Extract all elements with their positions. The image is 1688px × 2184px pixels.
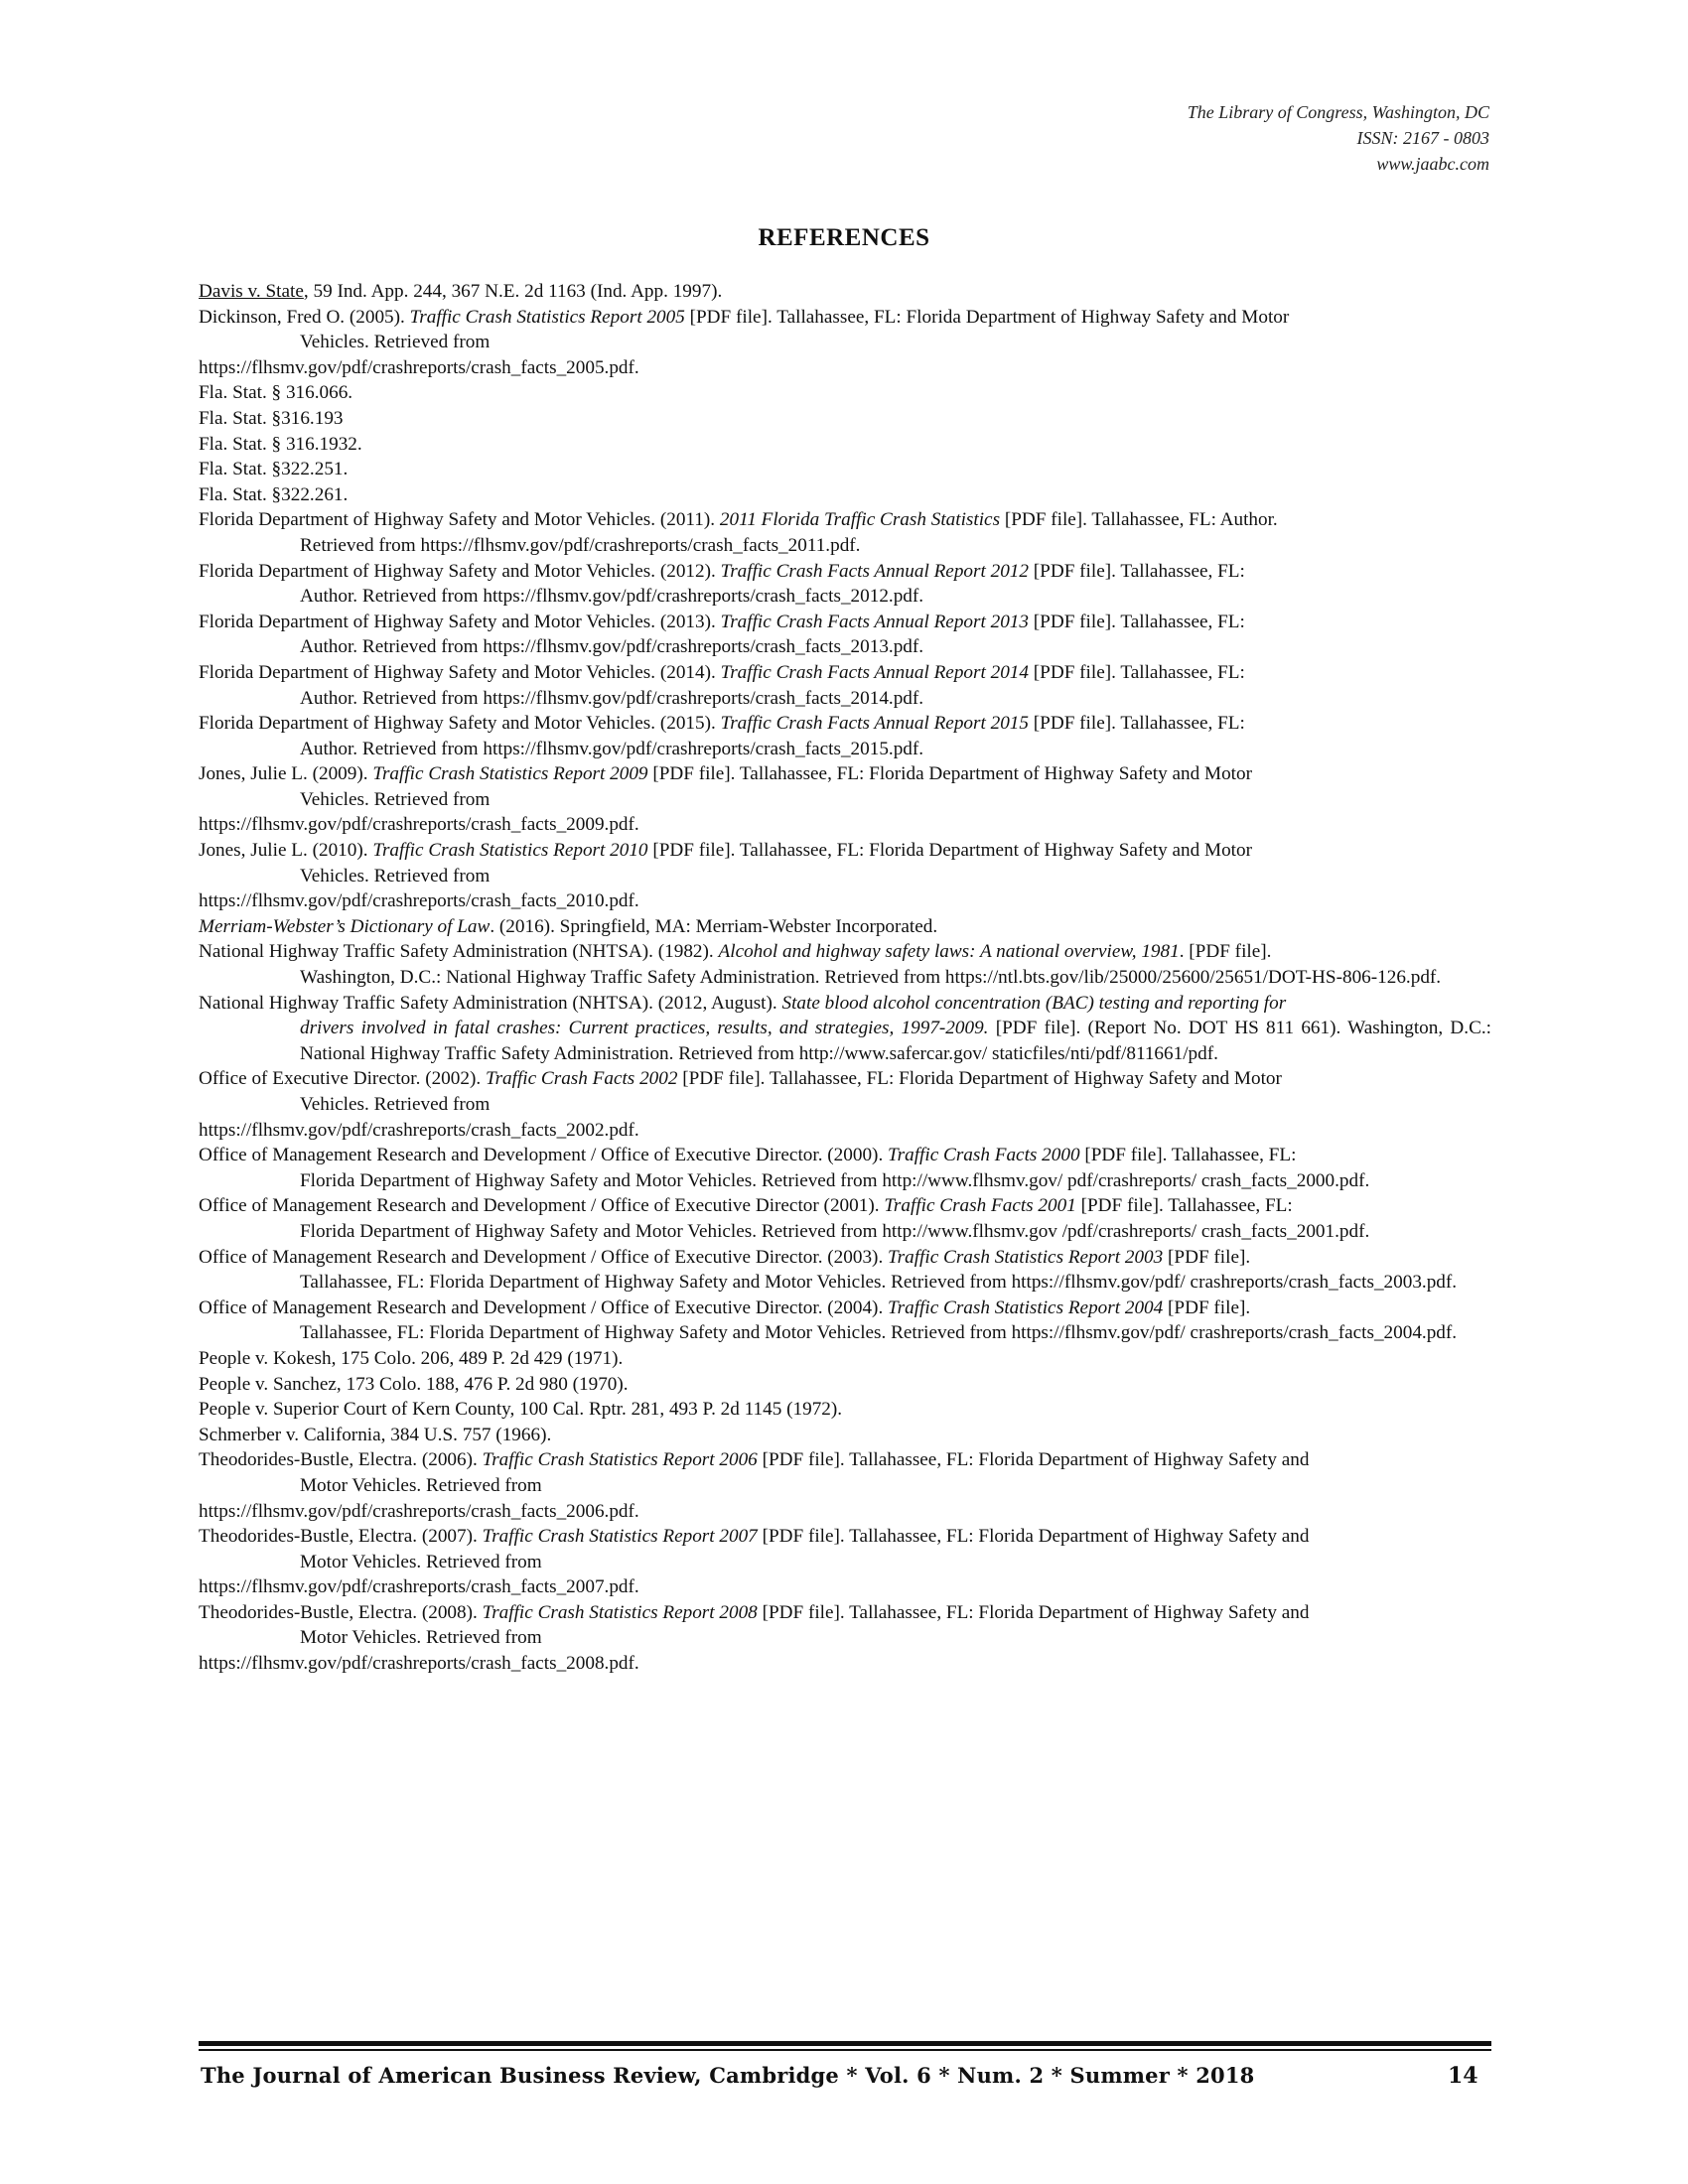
footer-rule-thick	[199, 2041, 1491, 2046]
reference-continuation: Author. Retrieved from https://flhsmv.gov/pdf/crashreports/crash_facts_2013.pdf.	[300, 636, 924, 658]
reference-continuation: Author. Retrieved from https://flhsmv.gov/pdf/crashreports/crash_facts_2015.pdf.	[300, 738, 924, 759]
reference-first-line: Office of Management Research and Development / Office of Executive Director. (2003). Traffic Crash Statistics Report 2003 [PDF file].	[199, 1246, 1251, 1268]
reference-first-line: Fla. Stat. § 316.1932.	[199, 433, 362, 455]
header-website-line: www.jaabc.com	[1376, 154, 1489, 174]
reference-entry	[199, 1066, 1491, 1143]
reference-first-line: Fla. Stat. §322.261.	[199, 483, 349, 505]
reference-entry	[199, 1600, 1491, 1677]
reference-first-line: Florida Department of Highway Safety and Motor Vehicles. (2015). Traffic Crash Facts Annual Report 2015 [PDF file]. Tallahassee, FL:	[199, 713, 1245, 735]
reference-first-line: Dickinson, Fred O. (2005). Traffic Crash Statistics Report 2005 [PDF file]. Tallahassee, FL: Florida Department of Highway Safety and Motor	[199, 306, 1290, 328]
reference-first-line: Florida Department of Highway Safety and Motor Vehicles. (2014). Traffic Crash Facts Annual Report 2014 [PDF file]. Tallahassee, FL:	[199, 661, 1245, 683]
reference-continuation: Tallahassee, FL: Florida Department of Highway Safety and Motor Vehicles. Retrieved from https://flhsmv.gov/pdf/ crashreports/crash_facts_2003.pdf.	[300, 1272, 1458, 1294]
reference-continuation: Vehicles. Retrieved from	[300, 332, 491, 353]
reference-first-line: Jones, Julie L. (2009). Traffic Crash Statistics Report 2009 [PDF file]. Tallahassee, FL: Florida Department of Highway Safety and Motor	[199, 763, 1252, 785]
reference-entry	[199, 1397, 1491, 1423]
reference-url-line: https://flhsmv.gov/pdf/crashreports/crash_facts_2006.pdf.	[199, 1500, 639, 1522]
reference-first-line: Theodorides-Bustle, Electra. (2007). Traffic Crash Statistics Report 2007 [PDF file]. Tallahassee, FL: Florida Department of Highway Safety and	[199, 1526, 1310, 1548]
reference-first-line: Office of Management Research and Development / Office of Executive Director (2001). Traffic Crash Facts 2001 [PDF file]. Tallahassee, FL:	[199, 1195, 1293, 1217]
reference-url-line: https://flhsmv.gov/pdf/crashreports/crash_facts_2008.pdf.	[199, 1653, 639, 1675]
reference-first-line: National Highway Traffic Safety Administration (NHTSA). (1982). Alcohol and highway safety laws: A national overview, 1981. [PDF file].	[199, 941, 1272, 963]
reference-continuation: Author. Retrieved from https://flhsmv.gov/pdf/crashreports/crash_facts_2012.pdf.	[300, 586, 924, 608]
reference-continuation: Motor Vehicles. Retrieved from	[300, 1474, 542, 1496]
reference-first-line: Fla. Stat. § 316.066.	[199, 382, 353, 404]
header-library-line: The Library of Congress, Washington, DC	[1187, 102, 1489, 122]
reference-continuation: Vehicles. Retrieved from	[300, 1094, 491, 1115]
reference-entry	[199, 279, 1491, 305]
reference-entry	[199, 1447, 1491, 1524]
reference-first-line: National Highway Traffic Safety Administration (NHTSA). (2012, August). State blood alcohol concentration (BAC) testing and reporting for	[199, 992, 1287, 1014]
reference-entry	[199, 660, 1491, 711]
reference-first-line: Florida Department of Highway Safety and Motor Vehicles. (2013). Traffic Crash Facts Annual Report 2013 [PDF file]. Tallahassee, FL:	[199, 611, 1245, 632]
reference-entry	[199, 1524, 1491, 1600]
reference-url-line: https://flhsmv.gov/pdf/crashreports/crash_facts_2002.pdf.	[199, 1119, 639, 1141]
page-title: REFERENCES	[758, 224, 930, 251]
reference-continuation: Motor Vehicles. Retrieved from	[300, 1551, 542, 1572]
running-header	[1188, 99, 1489, 177]
reference-continuation: Vehicles. Retrieved from	[300, 865, 491, 887]
reference-url-line: https://flhsmv.gov/pdf/crashreports/crash_facts_2007.pdf.	[199, 1576, 639, 1598]
reference-continuation: Author. Retrieved from https://flhsmv.gov/pdf/crashreports/crash_facts_2014.pdf.	[300, 687, 924, 709]
page-number: 14	[1448, 2063, 1478, 2089]
reference-entry	[199, 1245, 1491, 1296]
reference-continuation: Washington, D.C.: National Highway Traffic Safety Administration. Retrieved from https://ntl.bts.gov/lib/25000/25600/25651/DOT-HS-806-126.pdf.	[300, 967, 1442, 989]
reference-first-line: Theodorides-Bustle, Electra. (2008). Traffic Crash Statistics Report 2008 [PDF file]. Tallahassee, FL: Florida Department of Highway Safety and	[199, 1601, 1310, 1623]
reference-entry	[199, 507, 1491, 558]
reference-entry	[199, 1143, 1491, 1193]
reference-first-line: Fla. Stat. §316.193	[199, 407, 344, 429]
reference-first-line: Office of Management Research and Development / Office of Executive Director. (2004). Traffic Crash Statistics Report 2004 [PDF file].	[199, 1297, 1251, 1318]
reference-first-line: People v. Kokesh, 175 Colo. 206, 489 P. 2d 429 (1971).	[199, 1347, 624, 1369]
reference-first-line: Schmerber v. California, 384 U.S. 757 (1966).	[199, 1424, 552, 1445]
reference-first-line: People v. Sanchez, 173 Colo. 188, 476 P. 2d 980 (1970).	[199, 1373, 629, 1395]
reference-entry	[199, 761, 1491, 838]
reference-first-line: Florida Department of Highway Safety and Motor Vehicles. (2011). 2011 Florida Traffic Crash Statistics [PDF file]. Tallahassee, FL: Author.	[199, 509, 1278, 531]
reference-continuation: Vehicles. Retrieved from	[300, 788, 491, 810]
reference-entry	[199, 1193, 1491, 1244]
reference-entry	[199, 406, 1491, 432]
reference-entry	[199, 1296, 1491, 1346]
reference-first-line: People v. Superior Court of Kern County, 100 Cal. Rptr. 281, 493 P. 2d 1145 (1972).	[199, 1399, 843, 1421]
reference-first-line: Fla. Stat. §322.251.	[199, 459, 349, 480]
reference-first-line: Merriam-Webster’s Dictionary of Law. (2016). Springfield, MA: Merriam-Webster Incorporated.	[199, 915, 938, 937]
reference-continuation: drivers involved in fatal crashes: Current practices, results, and strategies, 1997-2009. [PDF file]. (Report No. DOT HS 811 661). Washington, D.C.: National Highway Traffic Safety Administration. Retrieved from http://www.safercar.gov/ staticfiles/nti/pdf/811661/pdf.	[300, 1018, 1491, 1064]
reference-first-line: Davis v. State, 59 Ind. App. 244, 367 N.E. 2d 1163 (Ind. App. 1997).	[199, 281, 723, 302]
reference-entry	[199, 1423, 1491, 1448]
reference-first-line: Office of Executive Director. (2002). Traffic Crash Facts 2002 [PDF file]. Tallahassee, FL: Florida Department of Highway Safety and Motor	[199, 1068, 1282, 1090]
reference-entry	[199, 1372, 1491, 1398]
reference-entry	[199, 305, 1491, 381]
reference-continuation: Florida Department of Highway Safety and Motor Vehicles. Retrieved from http://www.flhsmv.gov/ pdf/crashreports/ crash_facts_2000.pdf.	[300, 1169, 1370, 1191]
reference-entry	[199, 939, 1491, 990]
footer-journal-citation: The Journal of American Business Review, Cambridge * Vol. 6 * Num. 2 * Summer * 2018	[201, 2063, 1255, 2088]
reference-first-line: Office of Management Research and Development / Office of Executive Director. (2000). Traffic Crash Facts 2000 [PDF file]. Tallahassee, FL:	[199, 1145, 1297, 1166]
reference-entry	[199, 991, 1491, 1067]
reference-first-line: Florida Department of Highway Safety and Motor Vehicles. (2012). Traffic Crash Facts Annual Report 2012 [PDF file]. Tallahassee, FL:	[199, 560, 1245, 582]
reference-entry	[199, 559, 1491, 610]
reference-entry	[199, 914, 1491, 940]
reference-entry	[199, 482, 1491, 508]
reference-entry	[199, 432, 1491, 458]
reference-continuation: Florida Department of Highway Safety and Motor Vehicles. Retrieved from http://www.flhsmv.gov /pdf/crashreports/ crash_facts_2001.pdf.	[300, 1220, 1370, 1242]
header-issn-line: ISSN: 2167 - 0803	[1356, 128, 1489, 148]
reference-entry	[199, 1346, 1491, 1372]
reference-url-line: https://flhsmv.gov/pdf/crashreports/crash_facts_2009.pdf.	[199, 814, 639, 836]
reference-first-line: Jones, Julie L. (2010). Traffic Crash Statistics Report 2010 [PDF file]. Tallahassee, FL: Florida Department of Highway Safety and Motor	[199, 840, 1252, 862]
reference-entry	[199, 838, 1491, 914]
reference-entry	[199, 610, 1491, 660]
reference-continuation: Motor Vehicles. Retrieved from	[300, 1627, 542, 1649]
reference-entry	[199, 457, 1491, 482]
reference-list	[199, 279, 1491, 1677]
reference-entry	[199, 380, 1491, 406]
reference-url-line: https://flhsmv.gov/pdf/crashreports/crash_facts_2010.pdf.	[199, 890, 639, 912]
reference-first-line: Theodorides-Bustle, Electra. (2006). Traffic Crash Statistics Report 2006 [PDF file]. Tallahassee, FL: Florida Department of Highway Safety and	[199, 1449, 1310, 1471]
reference-continuation: Tallahassee, FL: Florida Department of Highway Safety and Motor Vehicles. Retrieved from https://flhsmv.gov/pdf/ crashreports/crash_facts_2004.pdf.	[300, 1322, 1458, 1344]
reference-continuation: Retrieved from https://flhsmv.gov/pdf/crashreports/crash_facts_2011.pdf.	[300, 534, 861, 556]
reference-entry	[199, 711, 1491, 761]
footer-rule-thin	[199, 2049, 1491, 2051]
reference-url-line: https://flhsmv.gov/pdf/crashreports/crash_facts_2005.pdf.	[199, 356, 639, 378]
